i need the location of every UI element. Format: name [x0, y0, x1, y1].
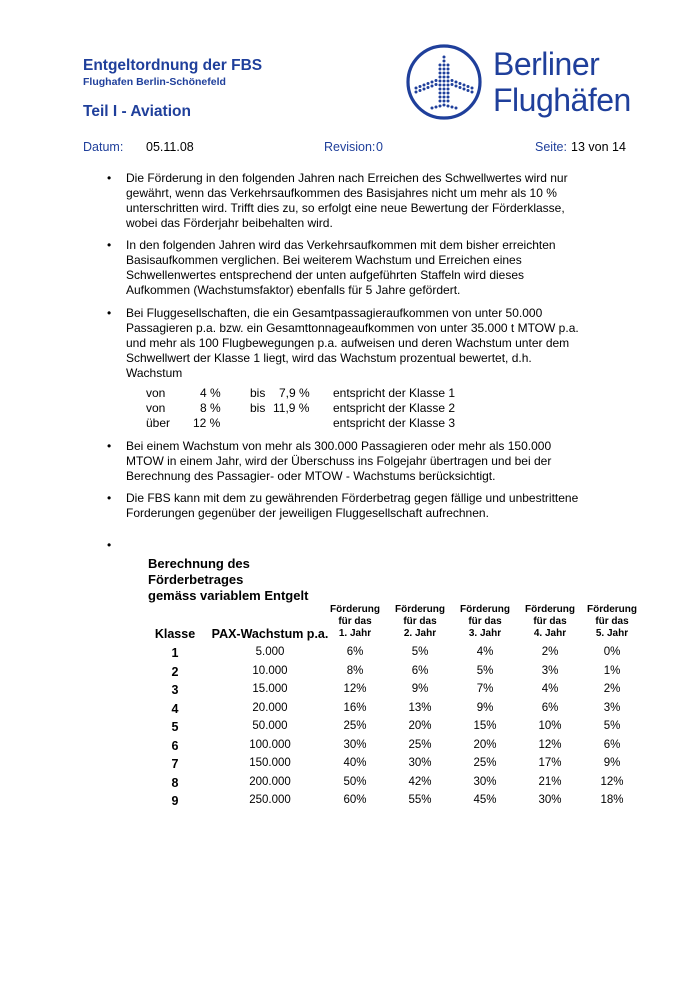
- column-header-year-3: Förderung für das 3. Jahr: [460, 604, 510, 639]
- funding-cell: 21%: [538, 775, 562, 788]
- funding-cell: 6%: [411, 664, 429, 677]
- paragraph-5: Die FBS kann mit dem zu gewährenden Förderbetrag gegen fällige und unbestrittene Forderungen gegenüber der jeweiligen Fluggesellschaft aufrechnen.: [126, 491, 579, 520]
- funding-cell: 0%: [603, 646, 621, 658]
- paragraph-2: In den folgenden Jahren wird das Verkehrsaufkommen mit dem bisher erreichten Basisaufkommen verglichen. Bei weiterem Wachstum und Erreichen eines Schwellenwertes entsprechend der unten aufgeführten Staffeln wird dieses Aufkommen (Wachstumsfaktor) ebenfalls für 5 Jahre gefördert.: [126, 238, 556, 297]
- pax-cell: 100.000: [249, 738, 291, 751]
- funding-cell: 55%: [408, 794, 432, 806]
- funding-cell: 6%: [603, 738, 621, 751]
- klasse-cell: 2: [171, 664, 179, 679]
- bullet-dot-icon: •: [107, 306, 112, 320]
- column-header-pax: PAX-Wachstum p.a.: [211, 627, 329, 641]
- bullet-dot-icon: •: [107, 538, 112, 552]
- revision-value: 0: [376, 140, 383, 154]
- funding-cell: 30%: [343, 738, 367, 751]
- funding-cell: 60%: [343, 794, 367, 806]
- bullet-dot-icon: •: [107, 491, 112, 505]
- funding-cell: 40%: [343, 757, 367, 769]
- funding-cell: 13%: [408, 701, 432, 714]
- funding-cell: 25%: [343, 720, 367, 732]
- paragraph-4: Bei einem Wachstum von mehr als 300.000 Passagieren oder mehr als 150.000 MTOW in einem Jahr, wird der Überschuss ins Folgejahr übertragen und bei der Berechnung des Passagier- oder MTOW - Wachstums berücksichtigt.: [126, 439, 552, 483]
- pax-cell: 150.000: [249, 757, 291, 769]
- funding-cell: 16%: [343, 701, 367, 714]
- klasse-cell: 6: [171, 738, 179, 753]
- funding-cell: 5%: [476, 664, 494, 677]
- funding-cell: 6%: [346, 646, 364, 658]
- funding-cell: 20%: [408, 720, 432, 732]
- funding-cell: 9%: [603, 757, 621, 769]
- pax-cell: 10.000: [252, 664, 288, 677]
- funding-cell: 30%: [473, 775, 497, 788]
- funding-cell: 7%: [476, 683, 494, 695]
- column-header-year-1: Förderung für das 1. Jahr: [330, 604, 380, 639]
- klasse-cell: 3: [171, 683, 179, 697]
- funding-cell: 10%: [538, 720, 562, 732]
- bullet-dot-icon: •: [107, 238, 112, 252]
- column-header-year-5: Förderung für das 5. Jahr: [587, 604, 637, 639]
- bullet-dot-icon: •: [107, 439, 112, 453]
- funding-cell: 9%: [411, 683, 429, 695]
- funding-cell: 42%: [408, 775, 432, 788]
- date-label: Datum:: [83, 140, 124, 154]
- funding-cell: 12%: [343, 683, 367, 695]
- funding-cell: 3%: [603, 701, 621, 714]
- funding-cell: 1%: [603, 664, 621, 677]
- brand-logo-line-2: Flughäfen: [493, 82, 631, 118]
- funding-cell: 2%: [541, 646, 559, 658]
- funding-cell: 4%: [541, 683, 559, 695]
- funding-cell: 30%: [538, 794, 562, 806]
- brand-logo-line-1: Berliner: [493, 46, 600, 82]
- funding-cell: 50%: [343, 775, 367, 788]
- date-value: 05.11.08: [146, 140, 194, 154]
- klasse-cell: 4: [171, 701, 179, 716]
- page-value: 13 von 14: [571, 140, 626, 154]
- column-header-year-2: Förderung für das 2. Jahr: [395, 604, 445, 639]
- funding-cell: 8%: [346, 664, 364, 677]
- pax-cell: 20.000: [252, 701, 288, 714]
- document-subtitle: Flughafen Berlin-Schönefeld: [83, 76, 226, 88]
- pax-cell: 5.000: [255, 646, 285, 658]
- funding-cell: 45%: [473, 794, 497, 806]
- funding-cell: 9%: [476, 701, 494, 714]
- funding-cell: 5%: [411, 646, 429, 658]
- revision-label: Revision:: [324, 140, 376, 154]
- funding-cell: 15%: [473, 720, 497, 732]
- funding-cell: 25%: [473, 757, 497, 769]
- table-title: Berechnung des Förderbetrages gemäss variablem Entgelt: [148, 556, 309, 603]
- column-header-year-4: Förderung für das 4. Jahr: [525, 604, 575, 639]
- klasse-cell: 5: [171, 720, 179, 734]
- funding-cell: 17%: [538, 757, 562, 769]
- funding-cell: 30%: [408, 757, 432, 769]
- funding-cell: 2%: [603, 683, 621, 695]
- funding-cell: 5%: [603, 720, 621, 732]
- funding-cell: 6%: [541, 701, 559, 714]
- pax-cell: 250.000: [249, 794, 291, 806]
- page-label: Seite:: [535, 140, 567, 154]
- document-title: Entgeltordnung der FBS: [83, 57, 263, 74]
- bullet-dot-icon: •: [107, 171, 112, 185]
- airplane-circle-icon: [405, 43, 483, 126]
- funding-cell: 25%: [408, 738, 432, 751]
- funding-cell: 4%: [476, 646, 494, 658]
- funding-cell: 12%: [538, 738, 562, 751]
- funding-cell: 3%: [541, 664, 559, 677]
- klasse-cell: 8: [171, 775, 179, 790]
- paragraph-3: Bei Fluggesellschaften, die ein Gesamtpassagieraufkommen von unter 50.000 Passagieren p.a. bzw. ein Gesamttonnageaufkommen von unter 35.000 t MTOW p.a. und mehr als 100 Flugbewegungen p.a. aufweisen und deren Wachstum unter dem Schwellwert der Klasse 1 liegt, wird das Wachstum prozentual bewertet, d.h. Wachstum: [126, 306, 579, 380]
- klasse-cell: 9: [171, 794, 179, 808]
- brand-logo-text: [493, 46, 631, 118]
- klasse-cell: 7: [171, 757, 179, 771]
- funding-cell: 12%: [600, 775, 624, 788]
- klasse-cell: 1: [171, 646, 179, 660]
- part-heading: Teil I - Aviation: [83, 103, 191, 120]
- pax-cell: 15.000: [252, 683, 288, 695]
- pax-cell: 50.000: [252, 720, 288, 732]
- pax-cell: 200.000: [249, 775, 291, 788]
- column-header-klasse: Klasse: [154, 627, 196, 641]
- paragraph-1: Die Förderung in den folgenden Jahren nach Erreichen des Schwellwertes wird nur gewährt, wenn das Verkehrsaufkommen des Basisjahres nicht um mehr als 10 % unterschritten wird. Trifft dies zu, so erfolgt eine neue Bewertung der Förderklasse, wobei das Förderjahr beibehalten wird.: [126, 171, 568, 230]
- funding-cell: 18%: [600, 794, 624, 806]
- funding-cell: 20%: [473, 738, 497, 751]
